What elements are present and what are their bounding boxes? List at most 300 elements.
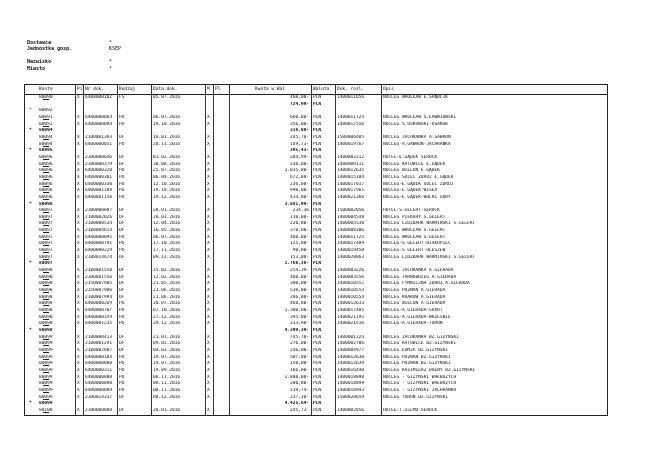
table-row (25, 255, 607, 262)
column-divider (83, 228, 84, 235)
column-divider (311, 395, 312, 402)
column-divider (229, 142, 230, 149)
cell-dok-rozl: 1400009111 (337, 161, 365, 167)
column-divider (83, 155, 84, 162)
column-divider (75, 208, 76, 215)
column-divider (151, 95, 152, 102)
cell-kwota: 284,99- (290, 154, 309, 160)
cell-waluta: PLN (313, 367, 322, 373)
cell-konto: 80097 (39, 234, 53, 240)
column-divider (213, 135, 214, 142)
column-divider (311, 235, 312, 242)
table-row (25, 295, 607, 302)
column-divider (311, 308, 312, 315)
cell-kwota: 460,00- (290, 234, 309, 240)
column-divider (151, 348, 152, 355)
column-divider (311, 188, 312, 195)
column-divider (335, 175, 336, 182)
cell-waluta: PLN (313, 95, 322, 100)
cell-waluta: PLN (313, 381, 322, 387)
cell-waluta: PLN (313, 234, 322, 240)
column-divider (381, 381, 382, 388)
cell-pi: X (77, 161, 80, 167)
cell-rodzaj: PU (119, 321, 125, 327)
cell-kwota: 286,00- (290, 294, 309, 300)
table-body (25, 95, 607, 415)
column-divider (381, 215, 382, 222)
cell-rodzaj: DF (119, 221, 125, 227)
cell-nr-dok: 2100001550 (85, 268, 113, 274)
cell-kwota: 236,00- (290, 181, 309, 187)
column-divider (205, 122, 206, 129)
column-divider (381, 202, 382, 209)
column-divider (151, 162, 152, 169)
column-divider (213, 208, 214, 215)
column-divider (229, 122, 230, 129)
column-divider (335, 388, 336, 395)
column-divider (75, 108, 76, 115)
column-divider (205, 215, 206, 222)
column-divider (75, 142, 76, 149)
cell-kwota: 4.425,64- (284, 401, 309, 407)
column-divider (335, 228, 336, 235)
column-divider (381, 261, 382, 268)
column-divider (83, 268, 84, 275)
column-divider (229, 95, 230, 102)
cell-m: X (207, 354, 210, 360)
column-divider (381, 315, 382, 322)
cell-konto: 80091 (39, 114, 53, 120)
column-divider (83, 95, 84, 102)
cell-kwota: 245,70- (290, 134, 309, 140)
cell-data-dok: 06.07.2016 (153, 114, 181, 120)
cell-konto: 80096 (39, 181, 53, 187)
cell-dok-rozl: 1400011724 (337, 114, 365, 120)
column-divider (381, 341, 382, 348)
column-divider (381, 122, 382, 129)
table-row (25, 208, 607, 215)
column-divider (229, 355, 230, 362)
cell-rodzaj: FS (119, 95, 125, 100)
column-divider (229, 375, 230, 382)
cell-data-dok: 20.03.2016 (153, 214, 181, 220)
column-divider (205, 335, 206, 342)
column-divider (75, 368, 76, 375)
column-divider (381, 281, 382, 288)
cell-nr-dok: 2100000888 (85, 407, 113, 413)
cell-data-dok: 17.11.2016 (153, 248, 181, 254)
cell-konto: 80098 (39, 281, 53, 287)
cell-rodzaj: PU (119, 248, 125, 254)
column-divider (229, 401, 230, 408)
column-divider (151, 375, 152, 382)
column-divider (213, 341, 214, 348)
column-divider (381, 142, 382, 149)
column-divider (75, 122, 76, 129)
cell-pi: X (77, 354, 80, 360)
column-divider (117, 128, 118, 135)
cell-nr-dok: 2100014337 (85, 394, 113, 400)
column-divider (117, 341, 118, 348)
cell-m: X (207, 301, 210, 307)
cell-data-dok: 04.03.2016 (153, 347, 181, 353)
cell-nr-dok: 6400000381 (85, 174, 113, 180)
column-divider (117, 95, 118, 102)
cell-nr-dok: 6400001158 (85, 194, 113, 200)
column-divider (75, 401, 76, 408)
cell-opis: NOCLEG LIDZBARK WARMIŃSKI S.GELERT (383, 254, 476, 260)
column-divider (311, 168, 312, 175)
column-divider (151, 281, 152, 288)
column-divider (205, 408, 206, 415)
column-divider (213, 255, 214, 262)
column-divider (335, 375, 336, 382)
cell-data-dok: 01.02.2016 (153, 154, 181, 160)
column-divider (381, 115, 382, 122)
cell-data-dok: 28.01.2016 (153, 407, 181, 413)
column-divider (83, 142, 84, 149)
cell-pi: X (77, 254, 80, 260)
column-divider (75, 361, 76, 368)
column-divider (229, 108, 230, 115)
column-divider (335, 128, 336, 135)
column-divider (335, 335, 336, 342)
column-divider (335, 168, 336, 175)
column-divider (381, 295, 382, 302)
cell-waluta: PLN (313, 221, 322, 227)
cell-data-dok: 20.07.2016 (153, 301, 181, 307)
column-divider (335, 122, 336, 129)
cell-rodzaj: DF (119, 228, 125, 234)
column-divider (213, 202, 214, 209)
cell-opis: NOCLEG-S.GELERT-BISKUPIEC (383, 241, 451, 247)
column-divider (83, 248, 84, 255)
column-divider (75, 235, 76, 242)
cell-pi: X (77, 374, 80, 380)
cell-dok-rozl: 1400017405 (337, 308, 365, 313)
column-divider (311, 228, 312, 235)
cell-m: X (207, 228, 210, 234)
column-divider (205, 202, 206, 209)
cell-konto: 80090 (39, 95, 53, 100)
column-divider (205, 241, 206, 248)
column-divider (335, 268, 336, 275)
cell-kwota: 149,73- (290, 141, 309, 147)
cell-waluta: PLN (313, 248, 322, 254)
column-divider (205, 328, 206, 335)
cell-konto: 80096 (39, 154, 53, 160)
cell-konto: 80096 (39, 161, 53, 167)
column-divider (229, 168, 230, 175)
column-divider (75, 268, 76, 275)
cell-waluta: PLN (313, 294, 322, 300)
column-divider (229, 175, 230, 182)
column-divider (229, 162, 230, 169)
cell-konto: 80099 (39, 387, 53, 393)
column-divider (381, 395, 382, 402)
column-divider (213, 401, 214, 408)
column-divider (381, 108, 382, 115)
cell-konto: 80092 (39, 108, 53, 114)
cell-konto: 80098 (39, 327, 53, 333)
cell-pi: X (77, 361, 80, 367)
cell-dok-rozl: 1400018899 (337, 381, 365, 387)
column-divider (151, 368, 152, 375)
cell-opis: NOCLEG-S.GELERT-OLESZEW (383, 248, 446, 254)
column-divider (117, 315, 118, 322)
cell-nr-dok: 6400000095 (85, 234, 113, 240)
cell-konto: 80097 (39, 254, 53, 260)
header-field-label: Dostawca (27, 40, 52, 46)
column-divider (381, 228, 382, 235)
cell-dok-rozl: 1400002056 (337, 407, 365, 413)
column-divider (229, 261, 230, 268)
cell-opis: NOCLEG S.OSKOWSKI-OSAŃSK (383, 121, 449, 127)
column-divider (117, 335, 118, 342)
cell-kwota: 4.399,39- (284, 327, 309, 333)
column-divider (83, 381, 84, 388)
column-divider (335, 295, 336, 302)
cell-rodzaj: PU (119, 381, 125, 387)
column-divider (83, 195, 84, 202)
column-divider (205, 381, 206, 388)
table-row (25, 235, 607, 242)
column-divider (83, 275, 84, 282)
cell-m: X (207, 188, 210, 194)
cell-data-dok: 19.12.2016 (153, 194, 181, 200)
cell-data-dok: 09.12.2016 (153, 254, 181, 260)
column-divider (311, 215, 312, 222)
cell-opis: NOCLEG WROCŁAW S.GELERT (383, 234, 446, 240)
cell-kwota: 153,00- (290, 254, 309, 260)
column-divider (311, 268, 312, 275)
header-field (27, 59, 113, 65)
cell-rodzaj: DF (119, 214, 125, 220)
column-divider (213, 95, 214, 102)
table-row (25, 162, 607, 169)
cell-waluta: PLN (313, 181, 322, 187)
column-divider (381, 255, 382, 262)
cell-konto: 80097 (39, 221, 53, 227)
column-divider (229, 255, 230, 262)
cell-waluta: PLN (313, 327, 322, 333)
cell-nr-dok: 6400000088 (85, 361, 113, 367)
column-divider (151, 361, 152, 368)
column-divider (229, 348, 230, 355)
column-divider (229, 188, 230, 195)
column-divider (229, 195, 230, 202)
column-divider (151, 122, 152, 129)
column-header-rodzaj: Rodzaj (119, 87, 136, 92)
cell-pi: X (77, 387, 80, 393)
column-divider (75, 295, 76, 302)
cell-opis: HOTEL-T.GLEMO-SEROCK (383, 407, 438, 413)
cell-nr-dok: 6400000102 (85, 95, 113, 100)
cell-data-dok: 12.02.2016 (153, 274, 181, 280)
column-divider (311, 388, 312, 395)
header-field (27, 66, 113, 72)
cell-data-dok: 27.12.2016 (153, 314, 181, 320)
column-divider (229, 241, 230, 248)
column-divider (205, 208, 206, 215)
column-divider (83, 202, 84, 209)
cell-opis: NOCLEG JACHRANKA BZ.GIŻYŃSKI (383, 334, 459, 340)
column-divider (151, 202, 152, 209)
cell-dok-rozl: 1400010553 (337, 288, 365, 294)
column-divider (381, 102, 382, 109)
cell-rodzaj: DF (119, 161, 125, 167)
cell-nr-dok: 6400000090 (85, 381, 113, 387)
column-divider (205, 195, 206, 202)
cell-opis: NOCLEG-A.GIERADA-SOPOT (383, 308, 443, 313)
cell-dok-rozl: 1400005538 (337, 221, 365, 227)
cell-opis: NOCLEG - GIŻYŃSKI WAŁBRZYCH (383, 374, 457, 380)
column-divider (151, 155, 152, 162)
column-divider (117, 241, 118, 248)
column-divider (151, 408, 152, 415)
column-divider (213, 241, 214, 248)
cell-opis: NOCLEG ŁOMŻA BZ.GIŻYŃSKI (383, 347, 449, 353)
subtotal-row (25, 202, 607, 209)
column-divider (83, 395, 84, 402)
column-divider (311, 381, 312, 388)
column-divider (75, 95, 76, 102)
column-divider (75, 375, 76, 382)
column-divider (213, 261, 214, 268)
column-divider (151, 175, 152, 182)
column-divider (205, 168, 206, 175)
column-divider (381, 175, 382, 182)
column-divider (83, 355, 84, 362)
cell-nr-dok: 6400000707 (85, 308, 113, 313)
column-divider (117, 308, 118, 315)
column-divider (381, 375, 382, 382)
column-divider (83, 235, 84, 242)
cell-data-dok: 28.11.2016 (153, 141, 181, 147)
cell-opis: NOCLEG-A.GAWROŃ-JACHRANKA (383, 141, 451, 147)
column-divider (151, 221, 152, 228)
cell-pi: X (77, 288, 80, 294)
table-row (25, 375, 607, 382)
column-divider (335, 348, 336, 355)
cell-dok-rozl: 1400002212 (337, 154, 365, 160)
column-divider (213, 275, 214, 282)
column-divider (75, 115, 76, 122)
cell-konto: 80099 (39, 401, 53, 407)
cell-rodzaj: PU (119, 188, 125, 194)
column-divider (205, 221, 206, 228)
column-divider (213, 215, 214, 222)
column-divider (151, 335, 152, 342)
column-divider (205, 401, 206, 408)
table-row (25, 221, 607, 228)
column-divider (381, 288, 382, 295)
column-divider (205, 115, 206, 122)
column-divider (335, 361, 336, 368)
column-divider (213, 122, 214, 129)
cell-data-dok: 12.04.2016 (153, 221, 181, 227)
column-divider (381, 248, 382, 255)
column-divider (381, 195, 382, 202)
column-divider (117, 195, 118, 202)
cell-dok-rozl: 1400012635 (337, 168, 365, 174)
cell-kwota: 139,74- (290, 387, 309, 393)
cell-pi: X (77, 301, 80, 307)
column-divider (83, 108, 84, 115)
cell-konto: 80098 (39, 268, 53, 274)
cell-rodzaj: DF (119, 407, 125, 413)
cell-kwota: 125,00- (290, 241, 309, 247)
column-divider (151, 85, 152, 94)
cell-opis: NOCLEG TARNOBRZEG A.GIERADA (383, 274, 457, 280)
cell-rodzaj: PU (119, 121, 125, 127)
column-divider (205, 148, 206, 155)
cell-nr-dok: 6400000051 (85, 141, 113, 147)
subtotal-row (25, 401, 607, 408)
column-divider (311, 85, 312, 94)
column-divider (205, 142, 206, 149)
column-divider (213, 388, 214, 395)
column-divider (75, 188, 76, 195)
column-divider (213, 102, 214, 109)
column-divider (335, 208, 336, 215)
column-divider (381, 301, 382, 308)
column-divider (311, 175, 312, 182)
column-divider (83, 135, 84, 142)
column-divider (213, 175, 214, 182)
column-divider (117, 255, 118, 262)
column-divider (229, 335, 230, 342)
column-divider (205, 228, 206, 235)
column-divider (335, 341, 336, 348)
table-row (25, 168, 607, 175)
column-divider (311, 408, 312, 415)
cell-konto: 80096 (39, 188, 53, 194)
cell-m: X (207, 174, 210, 180)
column-header-opis: Opis (383, 87, 394, 92)
column-divider (151, 228, 152, 235)
cell-konto: 80098 (39, 288, 53, 294)
column-divider (151, 195, 152, 202)
cell-waluta: PLN (313, 274, 322, 280)
column-divider (83, 261, 84, 268)
cell-nr-dok: 2100002607 (85, 347, 113, 353)
ledger-table (24, 84, 608, 416)
cell-dok-rozl: 1500006485 (337, 134, 365, 140)
cell-dok-rozl: 1400012633 (337, 301, 365, 307)
cell-opis: NOCLEG POZNAŃ BZ.GIŻYŃSKI (383, 354, 451, 360)
cell-opis: NOCLEG-A.GIERADA-TORUŃ (383, 321, 443, 327)
cell-opis: NOCLEG FYMNICZNA ZDRÓJ A.GIERADA (383, 281, 470, 287)
column-divider (335, 255, 336, 262)
cell-dok-rozl: 1400018943 (337, 387, 365, 393)
cell-pi: X (77, 281, 80, 287)
column-divider (117, 221, 118, 228)
cell-konto: 80098 (39, 308, 53, 313)
cell-opis: NOCLEG KATOWICE Ł.GĄDEK (383, 161, 446, 167)
cell-waluta: PLN (313, 301, 322, 307)
column-divider (151, 268, 152, 275)
cell-waluta: PLN (313, 361, 322, 367)
column-divider (205, 95, 206, 102)
column-divider (335, 288, 336, 295)
column-divider (75, 85, 76, 94)
column-divider (311, 255, 312, 262)
column-divider (213, 381, 214, 388)
cell-dok-rozl: 1400017489 (337, 241, 365, 247)
cell-waluta: PLN (313, 374, 322, 380)
cell-data-dok: 08.11.2016 (153, 381, 181, 387)
